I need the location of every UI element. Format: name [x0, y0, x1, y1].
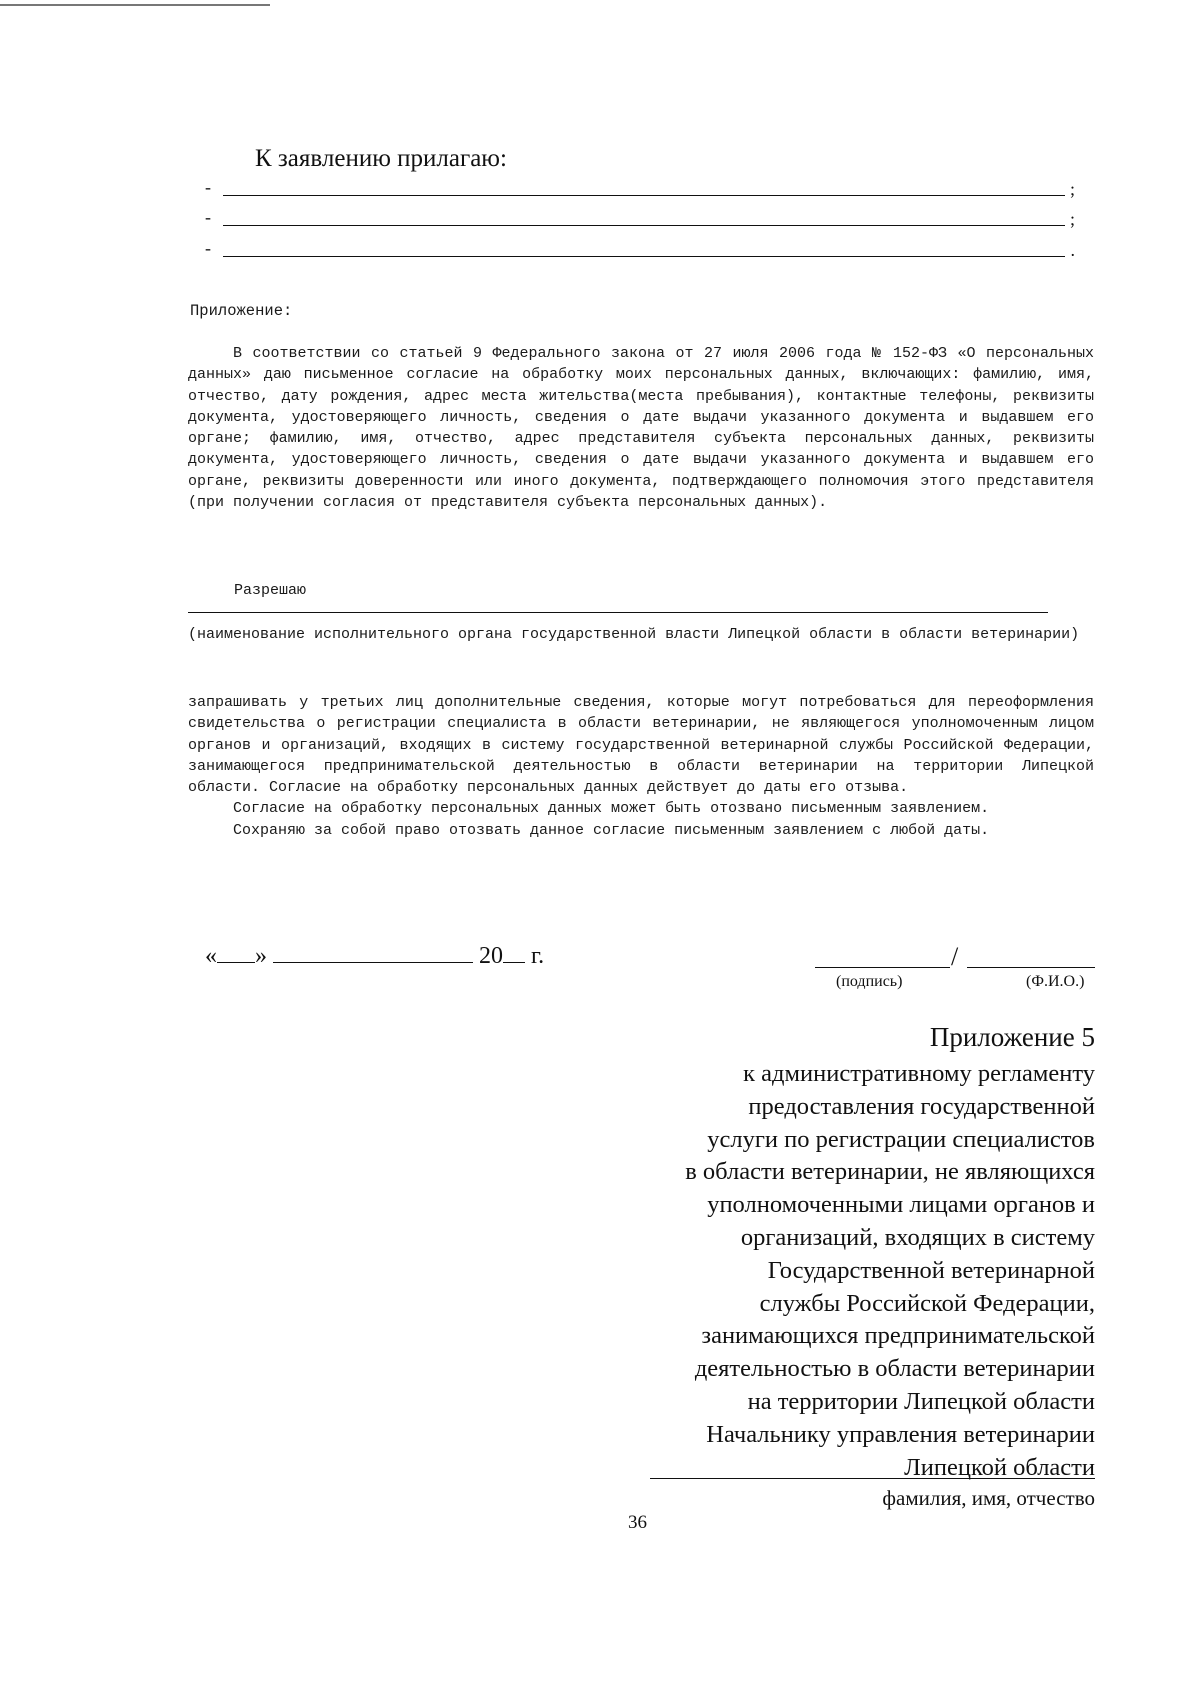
open-quote: « — [205, 943, 217, 969]
signature-caption: (подпись) — [836, 973, 903, 990]
appendix5-line: занимающихся предпринимательской — [701, 1322, 1095, 1350]
year-field[interactable] — [503, 940, 525, 963]
blank-rule — [223, 225, 1065, 226]
scan-artifact-rule — [0, 4, 270, 6]
appendix5-line: уполномоченными лицами органов и — [707, 1191, 1095, 1219]
signature-row — [815, 940, 1095, 970]
list-terminator: ; — [1069, 179, 1075, 199]
close-quote: » — [255, 943, 267, 969]
attachment-blank-line[interactable] — [205, 200, 1075, 230]
consent-withdrawal-paragraph: Сохраняю за собой право отозвать данное согласие письменным заявлением с любой даты. — [233, 821, 990, 839]
permit-label: Разрешаю — [234, 582, 307, 599]
appendix5-line: службы Российской Федерации, — [759, 1289, 1095, 1317]
appendix5-line: предоставления государственной — [748, 1092, 1095, 1120]
appendix5-line: деятельностью в области ветеринарии — [694, 1355, 1095, 1383]
appendix5-line: в области ветеринарии, не являющихся — [685, 1158, 1095, 1186]
appendix5-line: Государственной ветеринарной — [767, 1256, 1095, 1284]
consent-paragraph: В соответствии со статьей 9 Федерального закона от 27 июля 2006 года № 152-ФЗ «О персональных данных» даю письменное согласие на обработку моих персональных данных, включающих: фамилию, имя, отчество, дату рождения, адрес места жительства(места пребывания), контактные телефоны, реквизиты документа, удостоверяющего личность, сведения о дате выдачи указанного документа и выдавшем его органе; фамилию, имя, отчество, адрес представителя субъекта персональных данных, реквизиты документа, удостоверяющего личность, сведения о дате выдачи указанного документа и выдавшем его органе, реквизиты доверенности или иного документа, подтверждающего полномочия этого представителя (при получении согласия от представителя субъекта персональных данных). — [188, 345, 1094, 512]
list-terminator: ; — [1069, 209, 1075, 229]
authority-name-caption: (наименование исполнительного органа государственной власти Липецкой области в области ветеринарии) — [188, 626, 1080, 643]
consent-scope-paragraph: запрашивать у третьих лиц дополнительные сведения, которые могут потребоваться для переоформления свидетельства о регистрации специалиста в области ветеринарии, не являющегося уполномоченным лицом органов и организаций, входящих в систему государственной ветеринарной службы Российской Федерации, занимающегося предпринимательской деятельностью в области ветеринарии на территории Липецкой области. Согласие на обработку персональных данных действует до даты его отзыва. — [188, 694, 1094, 797]
blank-rule — [223, 256, 1065, 257]
authority-name-field[interactable] — [188, 612, 1048, 613]
attachment-blank-line[interactable] — [205, 231, 1075, 261]
appendix-label: Приложение: — [190, 302, 293, 320]
applicant-name-field[interactable] — [650, 1478, 1095, 1479]
date-line — [205, 940, 544, 970]
day-field[interactable] — [217, 940, 255, 963]
appendix5-addressee-line: Липецкой области — [904, 1453, 1095, 1481]
blank-rule — [223, 195, 1065, 196]
attachment-blank-line[interactable] — [205, 170, 1075, 200]
appendix5-line: к административному регламенту — [743, 1060, 1095, 1087]
month-field[interactable] — [273, 940, 473, 963]
page-number: 36 — [628, 1512, 647, 1533]
year-prefix: 20 — [479, 943, 503, 969]
full-name-field[interactable] — [967, 967, 1095, 968]
list-dash: - — [205, 207, 211, 227]
consent-revocation-paragraph: Согласие на обработку персональных данных может быть отозвано письменным заявлением. — [233, 800, 990, 818]
year-suffix: г. — [531, 943, 545, 969]
signature-field[interactable] — [815, 967, 950, 968]
appendix5-line: организаций, входящих в систему — [740, 1223, 1095, 1251]
full-name-caption: (Ф.И.О.) — [1026, 973, 1085, 990]
consent-continuation — [188, 692, 1094, 841]
list-dash: - — [205, 177, 211, 197]
list-dash: - — [205, 238, 211, 258]
appendix5-addressee-line: Начальнику управления ветеринарии — [706, 1420, 1095, 1448]
appendix5-line: услуги по регистрации специалистов — [707, 1125, 1095, 1153]
signature-slash: / — [951, 942, 959, 971]
attachments-title: К заявлению прилагаю: — [255, 145, 507, 172]
appendix5-title: Приложение 5 — [929, 1022, 1095, 1052]
appendix5-text — [575, 1058, 1095, 1484]
applicant-name-caption: фамилия, имя, отчество — [882, 1486, 1095, 1510]
list-terminator: . — [1070, 240, 1075, 260]
appendix5-line: на территории Липецкой области — [747, 1387, 1095, 1415]
